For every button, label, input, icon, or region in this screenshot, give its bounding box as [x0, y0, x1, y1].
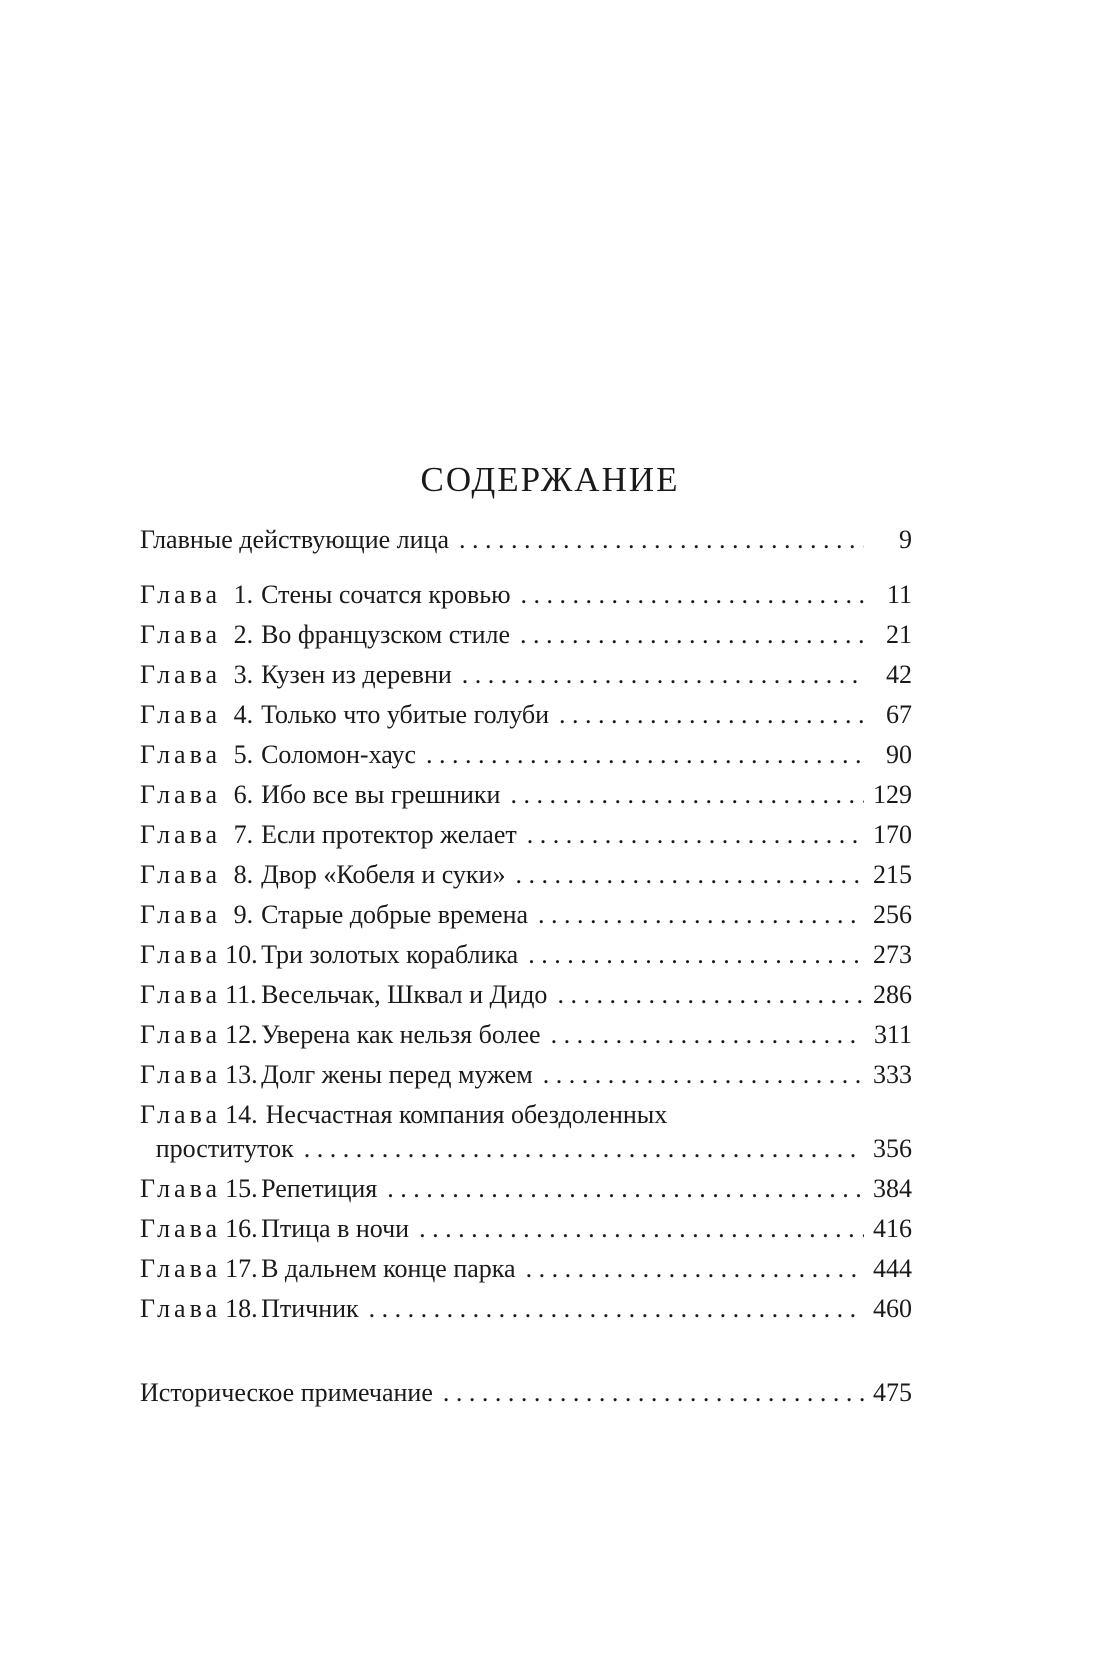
- table-of-contents: [140, 0, 912, 1669]
- toc-entry-title: Долг жены перед мужем: [261, 1060, 533, 1089]
- toc-entry-title: Репетиция: [261, 1174, 378, 1203]
- toc-entry-title: Уверена как нельзя более: [261, 1020, 541, 1049]
- chapter-number: 15.: [225, 1174, 258, 1203]
- chapter-prefix: Глава: [140, 580, 222, 609]
- chapter-prefix: Глава: [140, 660, 222, 689]
- toc-entry-title: Соломон-хаус: [261, 740, 416, 769]
- toc-entry-title: Кузен из деревни: [261, 660, 452, 689]
- chapter-number: 17.: [225, 1254, 258, 1283]
- toc-entry-page: 170: [873, 820, 912, 849]
- toc-entry-continuation: [140, 1132, 912, 1166]
- leader-dots: [520, 618, 864, 652]
- toc-entry-page: 9: [899, 525, 912, 554]
- chapter-number: 7.: [233, 820, 254, 849]
- toc-entry-page: 256: [873, 900, 912, 929]
- toc-entry-page: 311: [873, 1020, 912, 1049]
- leader-dots: [387, 1172, 864, 1206]
- toc-entry-page: 384: [873, 1174, 912, 1203]
- leader-dots: [559, 698, 864, 732]
- toc-entry-title: Историческое примечание: [140, 1378, 433, 1407]
- leader-dots: [538, 898, 864, 932]
- toc-entry-page: 444: [873, 1254, 912, 1283]
- toc-entry-chapter: [140, 1212, 912, 1246]
- toc-entry-chapter: [140, 1252, 912, 1286]
- toc-entry-chapter: [140, 938, 912, 972]
- leader-dots: [510, 778, 864, 812]
- chapter-prefix: Глава: [140, 620, 222, 649]
- page-title: СОДЕРЖАНИЕ: [420, 460, 680, 499]
- toc-entry-title: Несчастная компания обездоленных: [265, 1100, 668, 1129]
- chapter-prefix: Глава: [140, 780, 222, 809]
- toc-entry-title-continuation: проституток: [155, 1134, 294, 1163]
- chapter-number: 4.: [233, 700, 254, 729]
- toc-entry-title: Главные действующие лица: [140, 525, 450, 554]
- leader-dots: [459, 523, 864, 557]
- toc-entry-chapter: [140, 1058, 912, 1092]
- chapter-number: 5.: [233, 740, 254, 769]
- toc-entry-back: [140, 1376, 912, 1410]
- chapter-prefix: Глава: [140, 1294, 222, 1323]
- chapter-number: 12.: [225, 1020, 258, 1049]
- toc-entry-page: 460: [873, 1294, 912, 1323]
- leader-dots: [304, 1132, 864, 1166]
- toc-entry-chapter: [140, 578, 912, 612]
- chapter-number: 13.: [225, 1060, 258, 1089]
- chapter-number: 6.: [233, 780, 254, 809]
- chapter-number: 16.: [225, 1214, 258, 1243]
- leader-dots: [419, 1212, 864, 1246]
- chapter-prefix: Глава: [140, 820, 222, 849]
- toc-entry-chapter: [140, 818, 912, 852]
- toc-entry-page: 129: [873, 780, 912, 809]
- toc-entry-title: Старые добрые времена: [261, 900, 529, 929]
- toc-entry-title: Весельчак, Шквал и Дидо: [261, 980, 548, 1009]
- chapter-number: 10.: [225, 940, 258, 969]
- leader-dots: [543, 1058, 864, 1092]
- toc-entry-page: 475: [873, 1378, 912, 1407]
- chapter-prefix: Глава: [140, 940, 222, 969]
- toc-entry-front: [140, 523, 912, 557]
- chapter-prefix: Глава: [140, 1020, 222, 1049]
- toc-entry-chapter: [140, 1172, 912, 1206]
- toc-entry-chapter: [140, 978, 912, 1012]
- toc-entry-chapter: [140, 658, 912, 692]
- leader-dots: [369, 1292, 864, 1326]
- toc-entry-chapter: [140, 1098, 912, 1132]
- chapter-prefix: Глава: [140, 1100, 222, 1129]
- toc-entry-chapter: [140, 618, 912, 652]
- chapter-number: 2.: [233, 620, 254, 649]
- toc-entry-page: 416: [873, 1214, 912, 1243]
- chapter-number: 14.: [225, 1100, 258, 1129]
- chapter-prefix: Глава: [140, 1214, 222, 1243]
- leader-dots: [551, 1018, 864, 1052]
- toc-entry-title: Стены сочатся кровью: [261, 580, 511, 609]
- toc-entry-chapter: [140, 858, 912, 892]
- toc-entry-page: 356: [873, 1134, 912, 1163]
- leader-dots: [526, 1252, 864, 1286]
- toc-entry-page: 333: [873, 1060, 912, 1089]
- toc-entry-chapter: [140, 698, 912, 732]
- toc-entry-page: 67: [886, 700, 912, 729]
- toc-entry-page: 286: [873, 980, 912, 1009]
- toc-entry-page: 215: [873, 860, 912, 889]
- chapter-prefix: Глава: [140, 700, 222, 729]
- toc-entry-title: Птица в ночи: [261, 1214, 410, 1243]
- toc-entry-title: Птичник: [261, 1294, 359, 1323]
- leader-dots: [426, 738, 864, 772]
- chapter-prefix: Глава: [140, 900, 222, 929]
- leader-dots: [462, 658, 864, 692]
- chapter-number: 8.: [233, 860, 254, 889]
- chapter-prefix: Глава: [140, 740, 222, 769]
- leader-dots: [528, 938, 864, 972]
- toc-entry-chapter: [140, 1018, 912, 1052]
- chapter-number: 3.: [233, 660, 254, 689]
- toc-entry-title: Три золотых кораблика: [261, 940, 519, 969]
- toc-entry-chapter: [140, 738, 912, 772]
- chapter-prefix: Глава: [140, 1060, 222, 1089]
- toc-entry-page: 11: [886, 580, 912, 609]
- toc-entry-page: 90: [886, 740, 912, 769]
- toc-entry-page: 21: [886, 620, 912, 649]
- chapter-prefix: Глава: [140, 1254, 222, 1283]
- chapter-prefix: Глава: [140, 860, 222, 889]
- toc-entry-page: 42: [886, 660, 912, 689]
- chapter-prefix: Глава: [140, 980, 222, 1009]
- toc-entry-title: Только что убитые голуби: [261, 700, 550, 729]
- chapter-number: 9.: [233, 900, 254, 929]
- leader-dots: [443, 1376, 864, 1410]
- toc-entry-title: В дальнем конце парка: [261, 1254, 516, 1283]
- leader-dots: [527, 818, 864, 852]
- toc-entry-title: Двор «Кобеля и суки»: [261, 860, 506, 889]
- chapter-number: 11.: [225, 980, 257, 1009]
- chapter-prefix: Глава: [140, 1174, 222, 1203]
- toc-entry-title: Во французском стиле: [261, 620, 511, 649]
- toc-entry-title: Если протектор желает: [261, 820, 517, 849]
- toc-entry-page: 273: [873, 940, 912, 969]
- toc-entry-chapter: [140, 898, 912, 932]
- chapter-number: 1.: [233, 580, 254, 609]
- leader-dots: [521, 578, 864, 612]
- toc-entry-chapter: [140, 1292, 912, 1326]
- leader-dots: [515, 858, 864, 892]
- toc-entry-title: Ибо все вы грешники: [261, 780, 501, 809]
- toc-entry-chapter: [140, 778, 912, 812]
- chapter-number: 18.: [225, 1294, 258, 1323]
- leader-dots: [557, 978, 864, 1012]
